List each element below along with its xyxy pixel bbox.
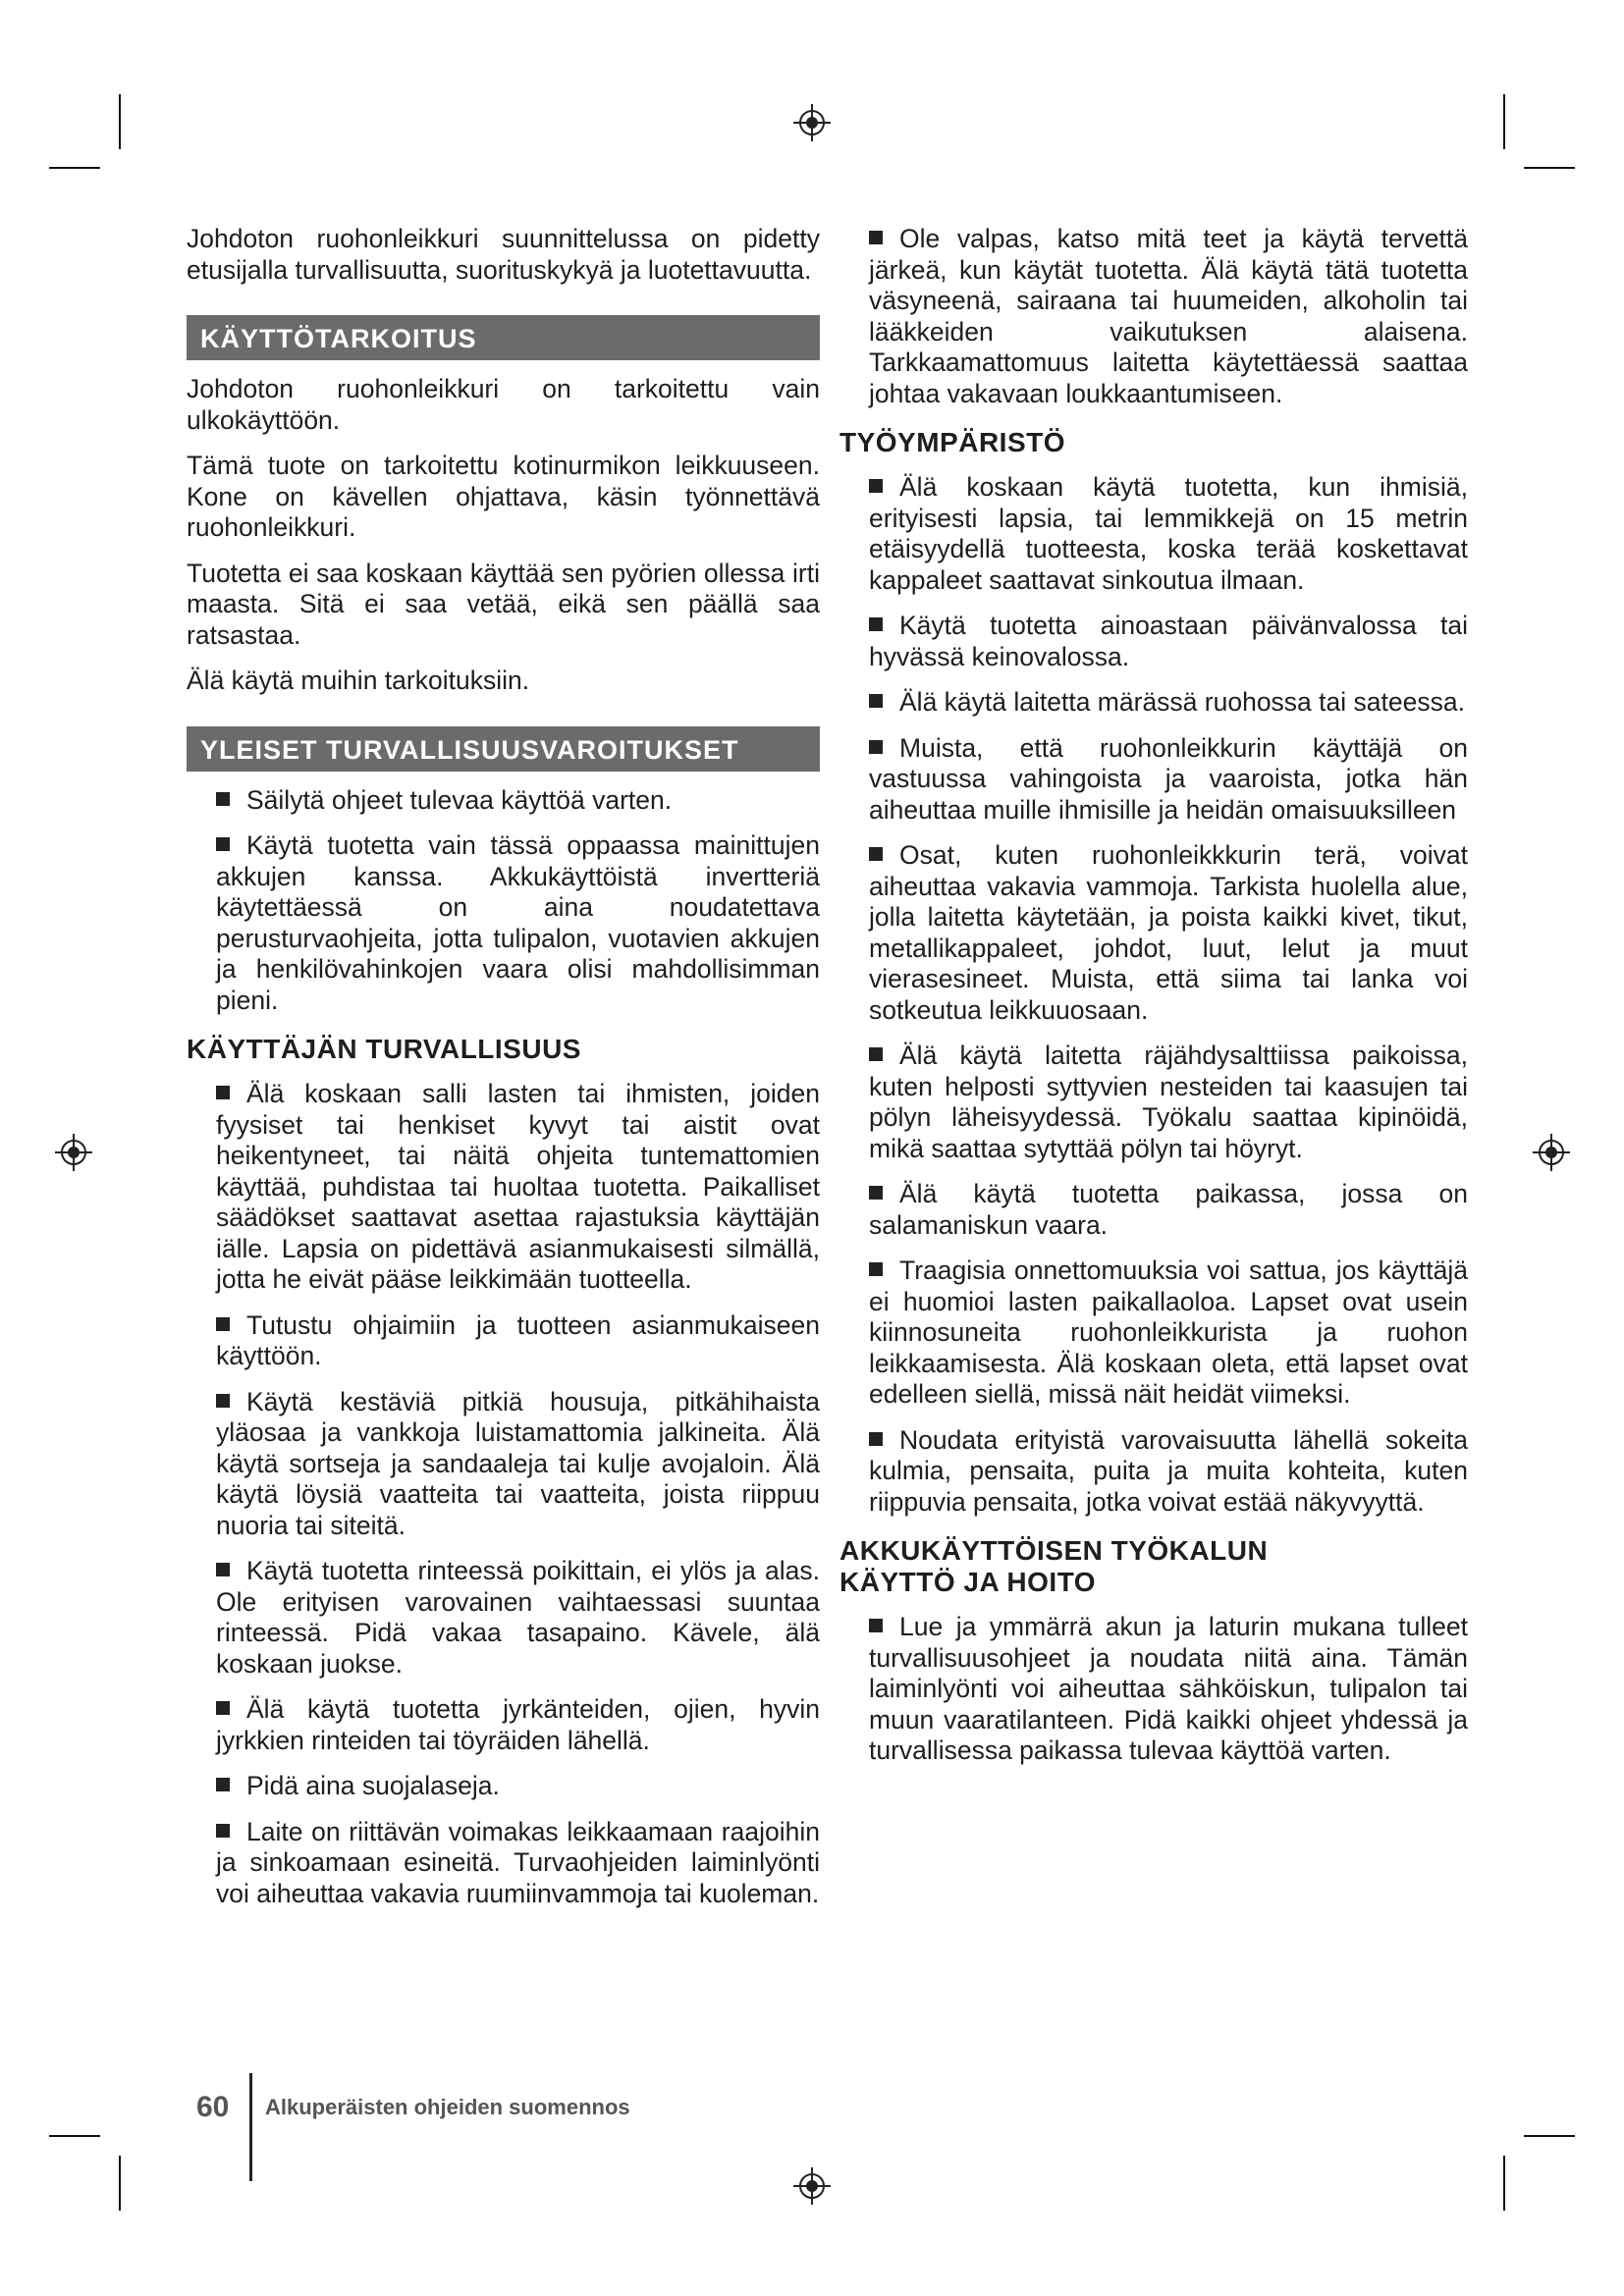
- list-item: [216, 1079, 820, 1296]
- bullet-icon: [216, 1563, 230, 1576]
- footer-divider: [249, 2073, 252, 2181]
- section-heading-kayttajan: KÄYTTÄJÄN TURVALLISUUS: [187, 1034, 581, 1064]
- list-item: [869, 1425, 1468, 1519]
- registration-mark-icon: [793, 2167, 831, 2205]
- list-item: [869, 1255, 1468, 1411]
- bullet-icon: [869, 231, 883, 244]
- page-number: 60: [196, 2091, 230, 2123]
- list-item-text: Traagisia onnettomuuksia voi sattua, jos käyttäjä ei huomioi lasten paikallaoloa. Lapset ovat usein kiinnosuneita ruohonleikkurista ja ruohon leikkaamisesta. Älä koskaan oleta, että lapset ovat edelleen siellä, missä näit heidät viimeksi.: [869, 1255, 1468, 1409]
- list-item: [216, 830, 820, 1016]
- list-item-text: Käytä tuotetta vain tässä oppaassa mainittujen akkujen kanssa. Akkukäyttöistä invertteriä käytettäessä on aina noudatettava perusturvaohjeita, jotta tulipalon, vuotavien akkujen ja henkilövahinkojen vaara olisi mahdollisimman pieni.: [216, 830, 820, 1015]
- list-item-text: Älä käytä laitetta räjähdysalttiissa paikoissa, kuten helposti syttyvien nesteiden tai kaasujen tai pölyn läheisyydessä. Työkalu saattaa kipinöidä, mikä saattaa sytyttää pölyn tai höyryt.: [869, 1041, 1468, 1163]
- list-item: [869, 1612, 1468, 1767]
- list-item-text: Käytä tuotetta ainoastaan päivänvalossa tai hyvässä keinovalossa.: [869, 611, 1468, 671]
- crop-mark: [119, 2156, 121, 2211]
- bullet-icon: [216, 1824, 230, 1838]
- list-item-text: Älä käytä tuotetta jyrkänteiden, ojien, hyvin jyrkkien rinteiden tai töyräiden lähellä.: [216, 1694, 820, 1755]
- bullet-list-top: [839, 224, 1468, 409]
- bullet-icon: [869, 740, 883, 754]
- bullet-list-yleiset: [187, 785, 820, 1017]
- list-item: [869, 224, 1468, 409]
- section-heading-yleiset: YLEISET TURVALLISUUSVAROITUKSET: [187, 726, 820, 772]
- list-item: [216, 1771, 820, 1802]
- list-item: [216, 1817, 820, 1910]
- list-item: [869, 1041, 1468, 1164]
- section-heading-akku-line1: AKKUKÄYTTÖISEN TYÖKALUN: [839, 1535, 1269, 1566]
- bullet-icon: [216, 1394, 230, 1408]
- crop-mark: [49, 2135, 100, 2137]
- list-item: [869, 840, 1468, 1026]
- list-item-text: Laite on riittävän voimakas leikkaamaan raajoihin ja sinkoamaan esineitä. Turvaohjeiden laiminlyönti voi aiheuttaa vakavia ruumiinvammoja tai kuoleman.: [216, 1816, 820, 1908]
- section-heading-akku: [839, 1535, 1468, 1598]
- intro-paragraph: Johdoton ruohonleikkuri suunnittelussa on pidetty etusijalla turvallisuutta, suorituskykyä ja luotettavuutta.: [187, 224, 820, 285]
- bullet-icon: [869, 1047, 883, 1061]
- list-item-text: Säilytä ohjeet tulevaa käyttöä varten.: [246, 784, 673, 815]
- list-item: [869, 1179, 1468, 1241]
- list-item-text: Älä koskaan salli lasten tai ihmisten, joiden fyysiset tai henkiset kyvyt tai aistit ovat heikentyneet, tai näitä ohjeita tuntemattomien käyttää, puhdistaa tai huoltaa tuotetta. Paikalliset säädökset saattavat asettaa rajastuksia käyttäjän iälle. Lapsia on pidettävä asianmukaisesti silmällä, jotta he eivät pääse leikkimään tuotteella.: [216, 1079, 820, 1294]
- list-item-text: Älä käytä laitetta märässä ruohossa tai sateessa.: [899, 687, 1465, 717]
- paragraph: Älä käytä muihin tarkoituksiin.: [187, 666, 530, 695]
- list-item: [216, 1310, 820, 1372]
- section-heading-akku-line2: KÄYTTÖ JA HOITO: [839, 1567, 1097, 1597]
- paragraph: Tämä tuote on tarkoitettu kotinurmikon leikkuuseen. Kone on kävellen ohjattava, käsin työnnettävä ruohonleikkuri.: [187, 451, 820, 542]
- footer-text: Alkuperäisten ohjeiden suomennos: [265, 2095, 630, 2119]
- bullet-icon: [216, 1778, 230, 1791]
- list-item: [216, 785, 820, 817]
- list-item-text: Älä koskaan käytä tuotetta, kun ihmisiä, erityisesti lapsia, tai lemmikkejä on 15 metrin etäisyydellä tuotteesta, koska terää koskettavat kappaleet saattavat sinkoutua ilmaan.: [869, 472, 1468, 595]
- list-item-text: Tutustu ohjaimiin ja tuotteen asianmukaiseen käyttöön.: [216, 1309, 820, 1370]
- bullet-icon: [869, 847, 883, 861]
- crop-mark: [1503, 2156, 1505, 2211]
- bullet-icon: [216, 837, 230, 851]
- bullet-icon: [869, 1432, 883, 1446]
- registration-mark-icon: [793, 104, 831, 141]
- bullet-icon: [869, 694, 883, 708]
- list-item-text: Noudata erityistä varovaisuutta lähellä sokeita kulmia, pensaita, puita ja muita kohteita, kuten riippuvia pensaita, jotka voivat estää näkyvyyttä.: [869, 1424, 1468, 1517]
- left-column: [187, 224, 820, 1924]
- crop-mark: [1524, 2135, 1575, 2137]
- list-item: [869, 472, 1468, 596]
- bullet-icon: [869, 1619, 883, 1632]
- bullet-icon: [216, 1086, 230, 1099]
- bullet-icon: [216, 1701, 230, 1715]
- crop-mark: [119, 94, 121, 149]
- bullet-list-akku: [839, 1612, 1468, 1767]
- crop-mark: [1503, 94, 1505, 149]
- list-item-text: Osat, kuten ruohonleikkkurin terä, voivat aiheuttaa vakavia vammoja. Tarkista huolella alue, jolla laitetta käytetään, ja poista kaikki kivet, tikut, metallikappaleet, johdot, luut, lelut ja muut vierasesineet. Muista, että siima tai lanka voi sotkeutua leikkuuosaan.: [869, 840, 1468, 1025]
- list-item-text: Muista, että ruohonleikkurin käyttäjä on vastuussa vahingoista ja vaaroista, jotka hän aiheuttaa muille ihmisille ja heidän omaisuuksilleen: [869, 732, 1468, 825]
- list-item-text: Käytä tuotetta rinteessä poikittain, ei ylös ja alas. Ole erityisen varovainen vaihtaessasi suuntaa rinteessä. Pidä vakaa tasapaino. Kävele, älä koskaan juokse.: [216, 1556, 820, 1679]
- bullet-icon: [869, 1186, 883, 1200]
- list-item: [869, 611, 1468, 672]
- list-item: [869, 733, 1468, 827]
- paragraph: Johdoton ruohonleikkuri on tarkoitettu vain ulkokäyttöön.: [187, 374, 820, 435]
- list-item-text: Älä käytä tuotetta paikassa, jossa on salamaniskun vaara.: [869, 1179, 1468, 1240]
- bullet-list-tyoymparisto: [839, 472, 1468, 1518]
- registration-mark-icon: [55, 1134, 92, 1171]
- paragraph: Tuotetta ei saa koskaan käyttää sen pyörien ollessa irti maasta. Sitä ei saa vetää, eikä sen päällä saa ratsastaa.: [187, 558, 820, 650]
- bullet-list-kayttajan: [187, 1079, 820, 1909]
- bullet-icon: [216, 1317, 230, 1331]
- list-item-text: Ole valpas, katso mitä teet ja käytä tervettä järkeä, kun käytät tuotetta. Älä käytä tätä tuotetta väsyneenä, sairaana tai huumeiden, alkoholin tai lääkkeiden vaikutuksen alaisena. Tarkkaamattomuus laitetta käytettäessä saattaa johtaa vakavaan loukkaantumiseen.: [869, 224, 1468, 408]
- list-item-text: Pidä aina suojalaseja.: [246, 1771, 500, 1800]
- bullet-icon: [216, 792, 230, 806]
- list-item-text: Lue ja ymmärrä akun ja laturin mukana tulleet turvallisuusohjeet ja noudata niitä aina. Tämän laiminlyönti voi aiheuttaa sähköiskun, tulipalon tai muun vaaratilanteen. Pidä kaikki ohjeet yhdessä ja turvallisessa paikassa tulevaa käyttöä varten.: [869, 1612, 1468, 1765]
- list-item: [216, 1694, 820, 1756]
- bullet-icon: [869, 479, 883, 493]
- registration-mark-icon: [1533, 1134, 1570, 1171]
- section-heading-tyoymparisto: TYÖYMPÄRISTÖ: [839, 427, 1066, 457]
- bullet-icon: [869, 617, 883, 631]
- crop-mark: [49, 167, 100, 169]
- section-heading-kayttotarkoitus: KÄYTTÖTARKOITUS: [187, 315, 820, 360]
- bullet-icon: [869, 1262, 883, 1276]
- crop-mark: [1524, 167, 1575, 169]
- right-column: [839, 224, 1468, 1782]
- list-item: [869, 687, 1468, 719]
- list-item-text: Käytä kestäviä pitkiä housuja, pitkähihaista yläosaa ja vankkoja luistamattomia jalkineita. Älä käytä sortseja ja sandaaleja tai kulje avojaloin. Älä käytä löysiä vaatteita tai vaatteita, joista riippuu nuoria tai siteitä.: [216, 1386, 820, 1540]
- list-item: [216, 1387, 820, 1542]
- list-item: [216, 1556, 820, 1680]
